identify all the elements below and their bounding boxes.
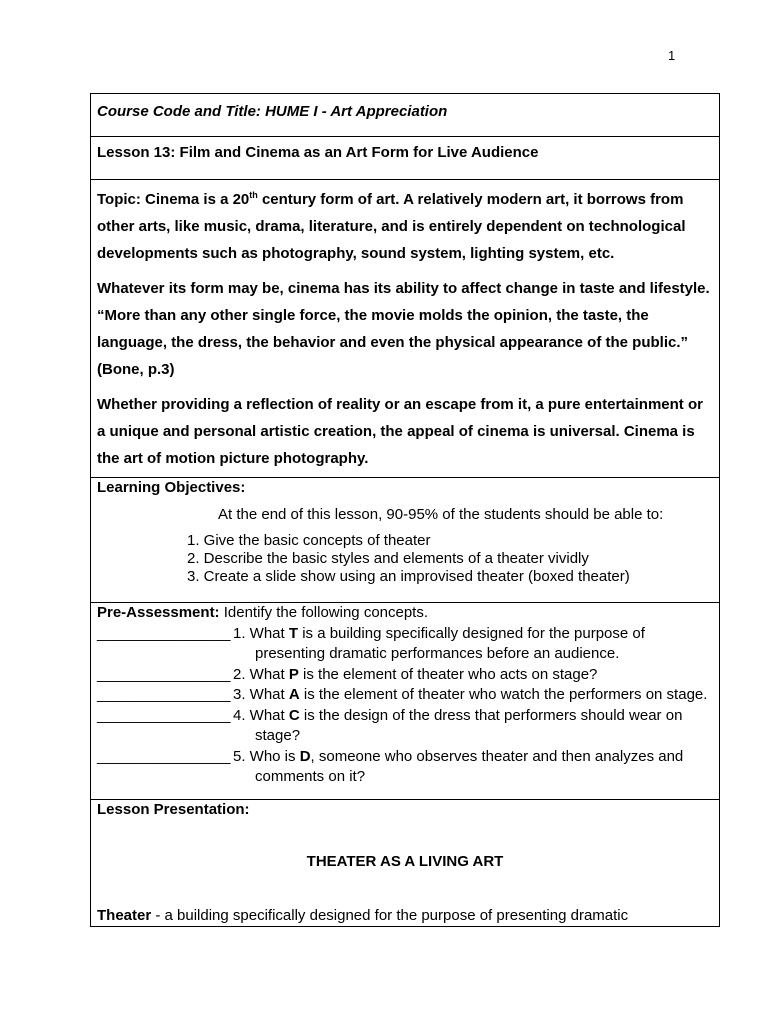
pre-assessment-heading: Pre-Assessment: bbox=[97, 604, 220, 621]
objectives-list bbox=[187, 532, 713, 586]
question-key-letter: D bbox=[299, 747, 311, 765]
question-suffix: , someone who observes theater and then analyzes and bbox=[310, 747, 684, 765]
question-key-letter: C bbox=[288, 706, 300, 724]
question-continuation: stage? bbox=[255, 727, 301, 744]
question-suffix: is the element of theater who acts on stage? bbox=[298, 665, 598, 683]
question-prefix: 5. Who is bbox=[233, 747, 300, 765]
question-key-letter: A bbox=[288, 686, 300, 703]
question-item bbox=[97, 685, 713, 706]
page-number: 1 bbox=[668, 48, 676, 63]
list-item: 2. Describe the basic styles and elements of a theater vividly bbox=[187, 550, 589, 567]
presentation-title: THEATER AS A LIVING ART bbox=[306, 853, 504, 870]
question-suffix: is the design of the dress that performers should wear on bbox=[299, 706, 683, 724]
course-title-row bbox=[91, 94, 719, 137]
pre-assessment-header bbox=[97, 603, 713, 624]
question-text bbox=[233, 624, 713, 665]
answer-blank: ________________ bbox=[97, 686, 231, 703]
topic-paragraph-3: Whether providing a reflection of reality or an escape from it, a pure entertainment or a unique and personal artistic creation, the appeal of cinema is universal. Cinema is the art of motion picture photography. bbox=[97, 396, 703, 467]
objectives-intro: At the end of this lesson, 90-95% of the students should be able to: bbox=[218, 506, 664, 523]
question-key-letter: P bbox=[288, 665, 299, 683]
pre-assessment-row bbox=[91, 603, 719, 800]
topic-p1-end: century form of art. A relatively modern art, it borrows from other arts, like music, drama, literature, and is entirely dependent on technological developments such as photography, sound system, lighting system, etc. bbox=[97, 191, 686, 262]
definition-text: - a building specifically designed for the purpose of presenting dramatic bbox=[151, 907, 629, 924]
question-key-letter: T bbox=[288, 624, 299, 642]
answer-blank: ________________ bbox=[97, 624, 231, 642]
theater-definition bbox=[97, 907, 628, 924]
lesson-plan-table bbox=[90, 93, 720, 927]
topic-row bbox=[91, 180, 719, 478]
objectives-row bbox=[91, 478, 719, 603]
question-text bbox=[233, 706, 713, 747]
lesson-title: Lesson 13: Film and Cinema as an Art Form for Live Audience bbox=[97, 144, 539, 161]
question-text bbox=[233, 665, 713, 686]
lesson-title-row bbox=[91, 137, 719, 180]
topic-paragraph-2: Whatever its form may be, cinema has its ability to affect change in taste and lifestyle. “More than any other single force, the movie molds the opinion, the taste, the language, the dress, the behavior and even the physical appearance of the public.” (Bone, p.3) bbox=[97, 280, 710, 378]
lesson-presentation-row bbox=[91, 800, 719, 926]
question-continuation: presenting dramatic performances before an audience. bbox=[255, 645, 620, 662]
course-title: Course Code and Title: HUME I - Art Appreciation bbox=[97, 103, 448, 120]
question-continuation: comments on it? bbox=[255, 768, 366, 785]
definition-term: Theater bbox=[97, 907, 152, 924]
objectives-heading: Learning Objectives: bbox=[97, 479, 246, 496]
list-item: 1. Give the basic concepts of theater bbox=[187, 532, 431, 549]
answer-blank: ________________ bbox=[97, 747, 231, 765]
question-text bbox=[233, 685, 713, 706]
topic-p1-superscript: th bbox=[249, 190, 258, 200]
question-item bbox=[97, 747, 713, 788]
topic-p1-start: Topic: Cinema is a 20 bbox=[97, 191, 250, 208]
answer-blank: ________________ bbox=[97, 665, 231, 683]
question-item bbox=[97, 706, 713, 747]
question-prefix: 1. What bbox=[233, 624, 289, 642]
question-item bbox=[97, 624, 713, 665]
question-prefix: 2. What bbox=[233, 665, 289, 683]
question-suffix: is a building specifically designed for the purpose of bbox=[298, 624, 645, 642]
question-text bbox=[233, 747, 713, 788]
topic-paragraph-1 bbox=[97, 186, 713, 267]
question-suffix: is the element of theater who watch the performers on stage. bbox=[299, 686, 708, 703]
question-prefix: 4. What bbox=[233, 706, 289, 724]
list-item: 3. Create a slide show using an improvised theater (boxed theater) bbox=[187, 568, 630, 585]
pre-assessment-instruction: Identify the following concepts. bbox=[219, 604, 429, 621]
answer-blank: ________________ bbox=[97, 706, 231, 724]
question-prefix: 3. What bbox=[233, 686, 289, 703]
presentation-heading: Lesson Presentation: bbox=[97, 801, 250, 818]
question-item bbox=[97, 665, 713, 686]
